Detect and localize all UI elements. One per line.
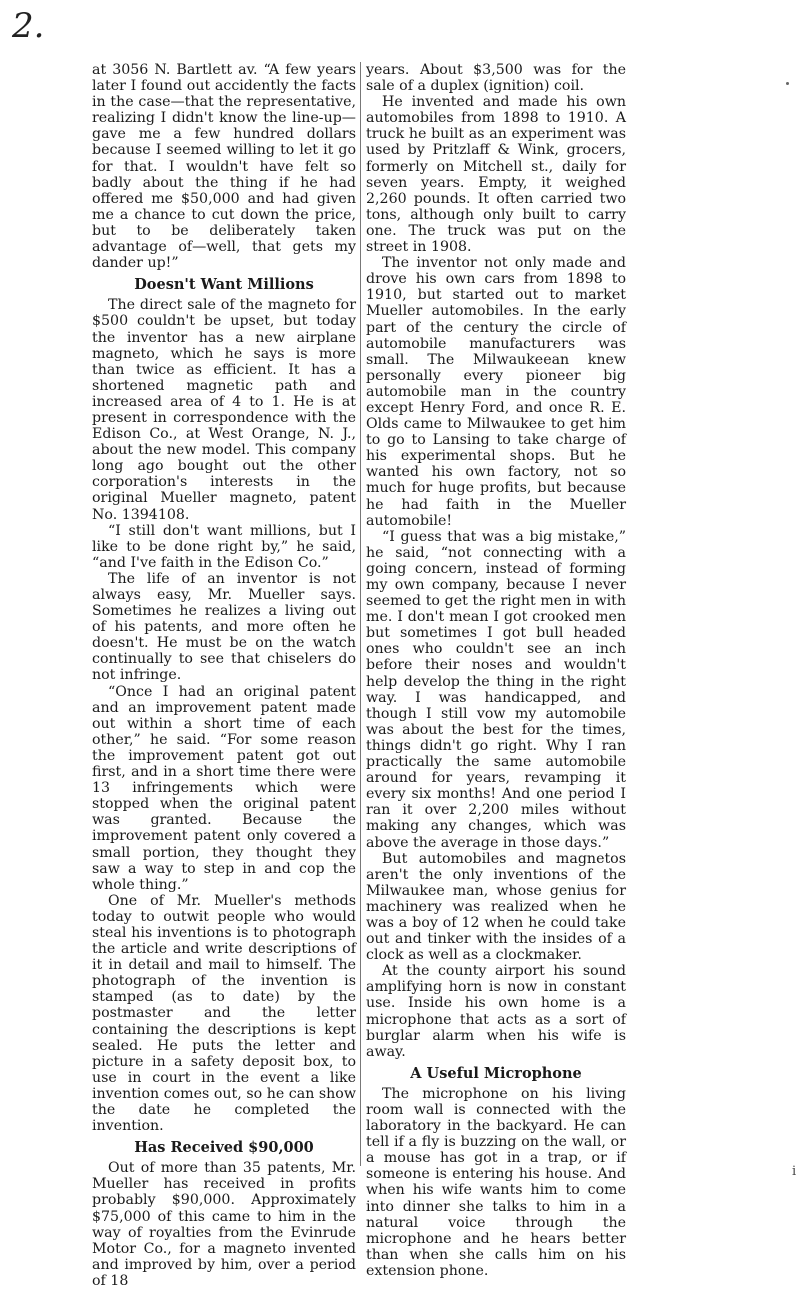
margin-dot [786,82,789,85]
article-paragraph: at 3056 N. Bartlett av. “A few years later I found out accidently the facts in the case—that the representative, realizing I didn't know the line-up—gave me a few hundred dollars because I seemed willing to let it go for that. I wouldn't have felt so badly about the thing if he had offered me $50,000 and had given me a chance to cut down the price, but to be deliberately taken advantage of—well, that gets my dander up!” [92,62,356,272]
section-heading: Has Received $90,000 [134,1139,314,1157]
article-paragraph: The direct sale of the magneto for $500 couldn't be upset, but today the inventor has a new airplane magneto, which he says is more than twice as efficient. It has a shortened magnetic path and increased area of 4 to 1. He is at present in correspondence with the Edison Co., at West Orange, N. J., about the new model. This company long ago bought out the other corporation's interests in the original Mueller magneto, patent No. 1394108. [92,297,356,523]
article-paragraph: “I guess that was a big mistake,” he said, “not connecting with a going concern, instead of forming my own company, because I never seemed to get the right men in with me. I don't mean I got crooked men but sometimes I got bull headed ones who couldn't see an inch before their noses and wouldn't help develop the thing in the right way. I was handicapped, and though I still vow my automobile was about the best for the times, things didn't go right. Why I ran practically the same automobile around for years, revamping it every six months! And one period I ran it over 2,200 miles without making any changes, which was above the average in those days.” [366,528,626,851]
article-paragraph: The inventor not only made and drove his own cars from 1898 to 1910, but started out to market Mueller automobiles. In the early part of the century the circle of automobile manufacturers was small. The Milwaukeean knew personally every pioneer big automobile man in the country except Henry Ford, and once R. E. Olds came to Milwaukee to get him to go to Lansing to take charge of his experimental shops. But he wanted his own factory, not so much for huge profits, but because he had faith in the Mueller automobile! [366,255,626,529]
article-paragraph: He invented and made his own automobiles from 1898 to 1910. A truck he built as an experiment was used by Pritzlaff & Wink, grocers, formerly on Mitchell st., daily for seven years. Empty, it weighed 2,260 pounds. It often carried two tons, although only built to carry one. The truck was put on the street in 1908. [366,94,626,256]
article-paragraph: “Once I had an original patent and an improvement patent made out within a short time of each other,” he said. “For some reason the improvement patent got out first, and in a short time there were 13 infringements which were stopped when the original patent was granted. Because the improvement patent only covered a small portion, they thought they saw a way to step in and cop the whole thing.” [92,683,356,893]
column-divider [360,62,361,1166]
article-paragraph: “I still don't want millions, but I like to be done right by,” he said, “and I've faith in the Edison Co.” [92,522,356,571]
section-heading: Doesn't Want Millions [134,276,314,294]
margin-mark: i [792,1164,797,1179]
page-number: 2. [12,6,45,46]
article-paragraph: The life of an inventor is not always easy, Mr. Mueller says. Sometimes he realizes a living out of his patents, and more often he doesn't. He must be on the watch continually to see that chiselers do not infringe. [92,570,356,684]
article-paragraph: Out of more than 35 patents, Mr. Mueller has received in profits probably $90,000. Approximately $75,000 of this came to him in the way of royalties from the Evinrude Motor Co., for a magneto invented and improved by him, over a period of 18 [92,1160,356,1289]
article-paragraph: One of Mr. Mueller's methods today to outwit people who would steal his inventions is to photograph the article and write descriptions of it in detail and mail to himself. The photograph of the invention is stamped (as to date) by the postmaster and the letter containing the descriptions is kept sealed. He puts the letter and picture in a safety deposit box, to use in court in the event a like invention comes out, so he can show the date he completed the invention. [92,892,356,1135]
article-paragraph: But automobiles and magnetos aren't the only inventions of the Milwaukee man, whose genius for machinery was realized when he was a boy of 12 when he could take out and tinker with the insides of a clock as well as a clockmaker. [366,850,626,964]
article-left-column [92,62,356,1289]
section-heading: A Useful Microphone [410,1064,582,1082]
article-paragraph: years. About $3,500 was for the sale of a duplex (ignition) coil. [366,62,626,95]
article-right-column [366,62,626,1279]
article-paragraph: At the county airport his sound amplifying horn is now in constant use. Inside his own home is a microphone that acts as a sort of burglar alarm when his wife is away. [366,963,626,1060]
article-paragraph: The microphone on his living room wall is connected with the laboratory in the backyard. He can tell if a fly is buzzing on the wall, or a mouse has got in a trap, or if someone is entering his house. And when his wife wants him to come into dinner she talks to him in a natural voice through the microphone and he hears better than when she calls him on his extension phone. [366,1085,626,1279]
